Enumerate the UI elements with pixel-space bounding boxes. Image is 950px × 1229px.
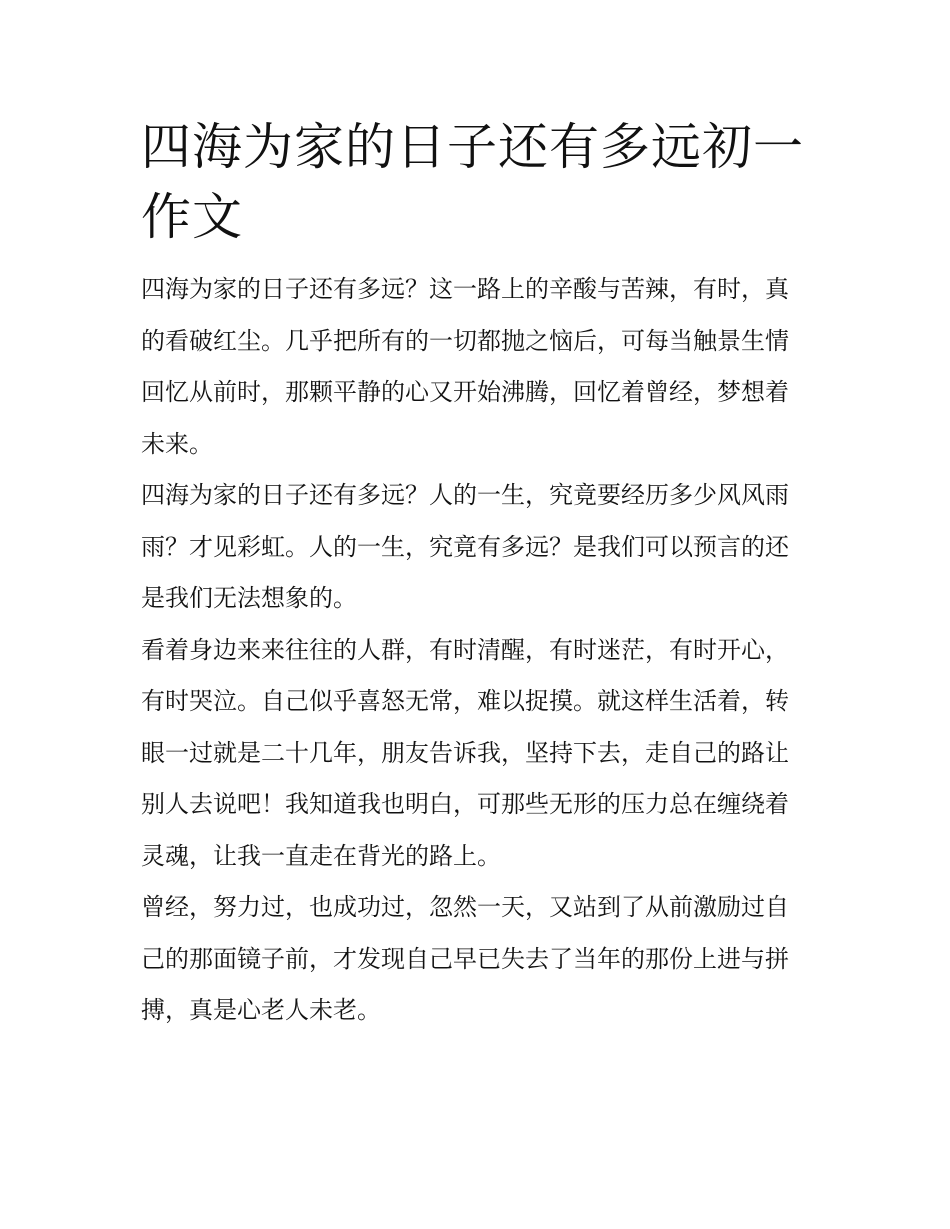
title-line: 作文: [141, 188, 243, 246]
paragraph: [141, 882, 813, 1037]
paragraph-line: 己的那面镜子前，才发现自己早已失去了当年的那份上进与拼: [141, 944, 789, 973]
paragraph-line: 雨？才见彩虹。人的一生，究竟有多远？是我们可以预言的还: [141, 532, 789, 561]
paragraph-line: 四海为家的日子还有多远？人的一生，究竟要经历多少风风雨: [141, 481, 789, 509]
paragraph-line: 回忆从前时，那颗平静的心又开始沸腾，回忆着曾经，梦想着: [141, 378, 789, 406]
paragraph-line: 搏，真是心老人未老。: [141, 996, 381, 1024]
paragraph-line: 看着身边来来往往的人群，有时清醒，有时迷茫，有时开心，: [141, 635, 789, 664]
paragraph-line: 四海为家的日子还有多远？这一路上的辛酸与苦辣，有时，真: [141, 275, 789, 303]
paragraph: [141, 470, 813, 625]
paragraph-line: 未来。: [141, 429, 213, 458]
paragraph-line: 有时哭泣。自己似乎喜怒无常，难以捉摸。就这样生活着，转: [141, 687, 789, 715]
paragraph: [141, 264, 813, 470]
paragraph-line: 别人去说吧！我知道我也明白，可那些无形的压力总在缠绕着: [141, 790, 789, 818]
page-title: [141, 112, 813, 252]
paragraph: [141, 625, 813, 883]
paragraph-line: 曾经，努力过，也成功过，忽然一天，又站到了从前激励过自: [141, 893, 789, 921]
title-line: 四海为家的日子还有多远初一: [141, 118, 804, 176]
paragraph-line: 是我们无法想象的。: [141, 584, 357, 612]
document-content: [141, 112, 813, 1037]
paragraph-line: 灵魂，让我一直走在背光的路上。: [141, 841, 501, 870]
paragraph-line: 眼一过就是二十几年，朋友告诉我，坚持下去，走自己的路让: [141, 738, 789, 767]
paragraph-line: 的看破红尘。几乎把所有的一切都抛之恼后，可每当触景生情: [141, 326, 789, 355]
